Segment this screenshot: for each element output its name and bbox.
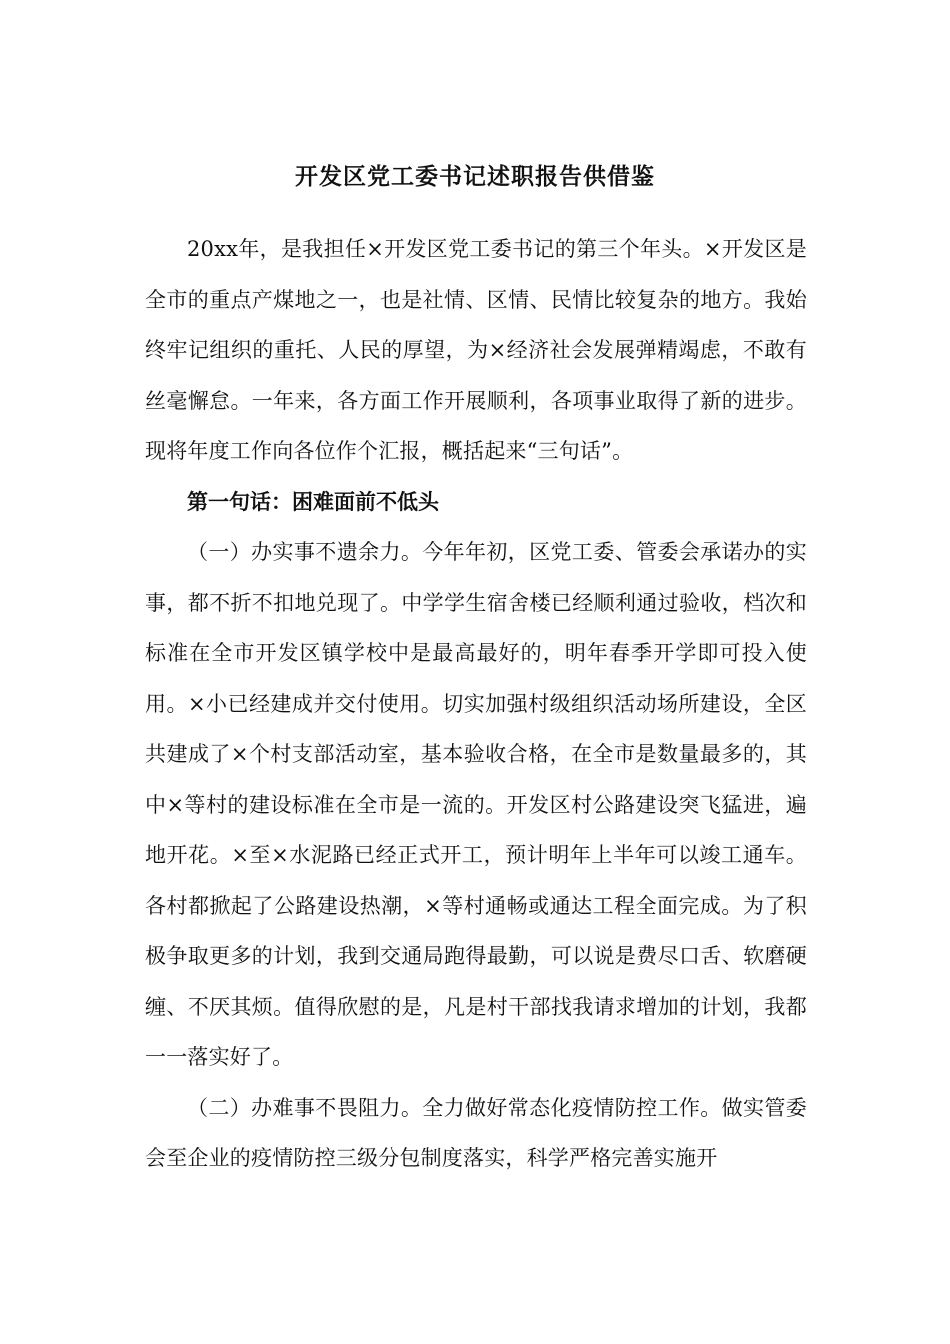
document-body <box>145 224 807 1184</box>
paragraph-item-1: （一）办实事不遗余力。今年年初，区党工委、管委会承诺办的实事，都不折不扣地兑现了。中学学生宿舍楼已经顺利通过验收，档次和标准在全市开发区镇学校中是最高最好的，明年春季开学即可投入使用。×小已经建成并交付使用。切实加强村级组织活动场所建设，全区共建成了×个村支部活动室，基本验收合格，在全市是数量最多的，其中×等村的建设标准在全市是一流的。开发区村公路建设突飞猛进，遍地开花。×至×水泥路已经正式开工，预计明年上半年可以竣工通车。各村都掀起了公路建设热潮，×等村通畅或通达工程全面完成。为了积极争取更多的计划，我到交通局跑得最勤，可以说是费尽口舌、软磨硬缠、不厌其烦。值得欣慰的是，凡是村干部找我请求增加的计划，我都一一落实好了。 <box>145 540 807 1069</box>
paragraph-item-2: （二）办难事不畏阻力。全力做好常态化疫情防控工作。做实管委会至企业的疫情防控三级分包制度落实，科学严格完善实施开 <box>145 1095 807 1170</box>
intro-paragraph: 20xx年，是我担任×开发区党工委书记的第三个年头。×开发区是全市的重点产煤地之一，也是社情、区情、民情比较复杂的地方。我始终牢记组织的重托、人民的厚望，为×经济社会发展弹精竭虑，不敢有丝毫懈怠。一年来，各方面工作开展顺利，各项事业取得了新的进步。现将年度工作向各位作个汇报，概括起来“三句话”。 <box>145 237 807 463</box>
section-heading: 第一句话：困难面前不低头 <box>187 488 439 514</box>
document-title: 开发区党工委书记述职报告供借鉴 <box>295 163 655 190</box>
